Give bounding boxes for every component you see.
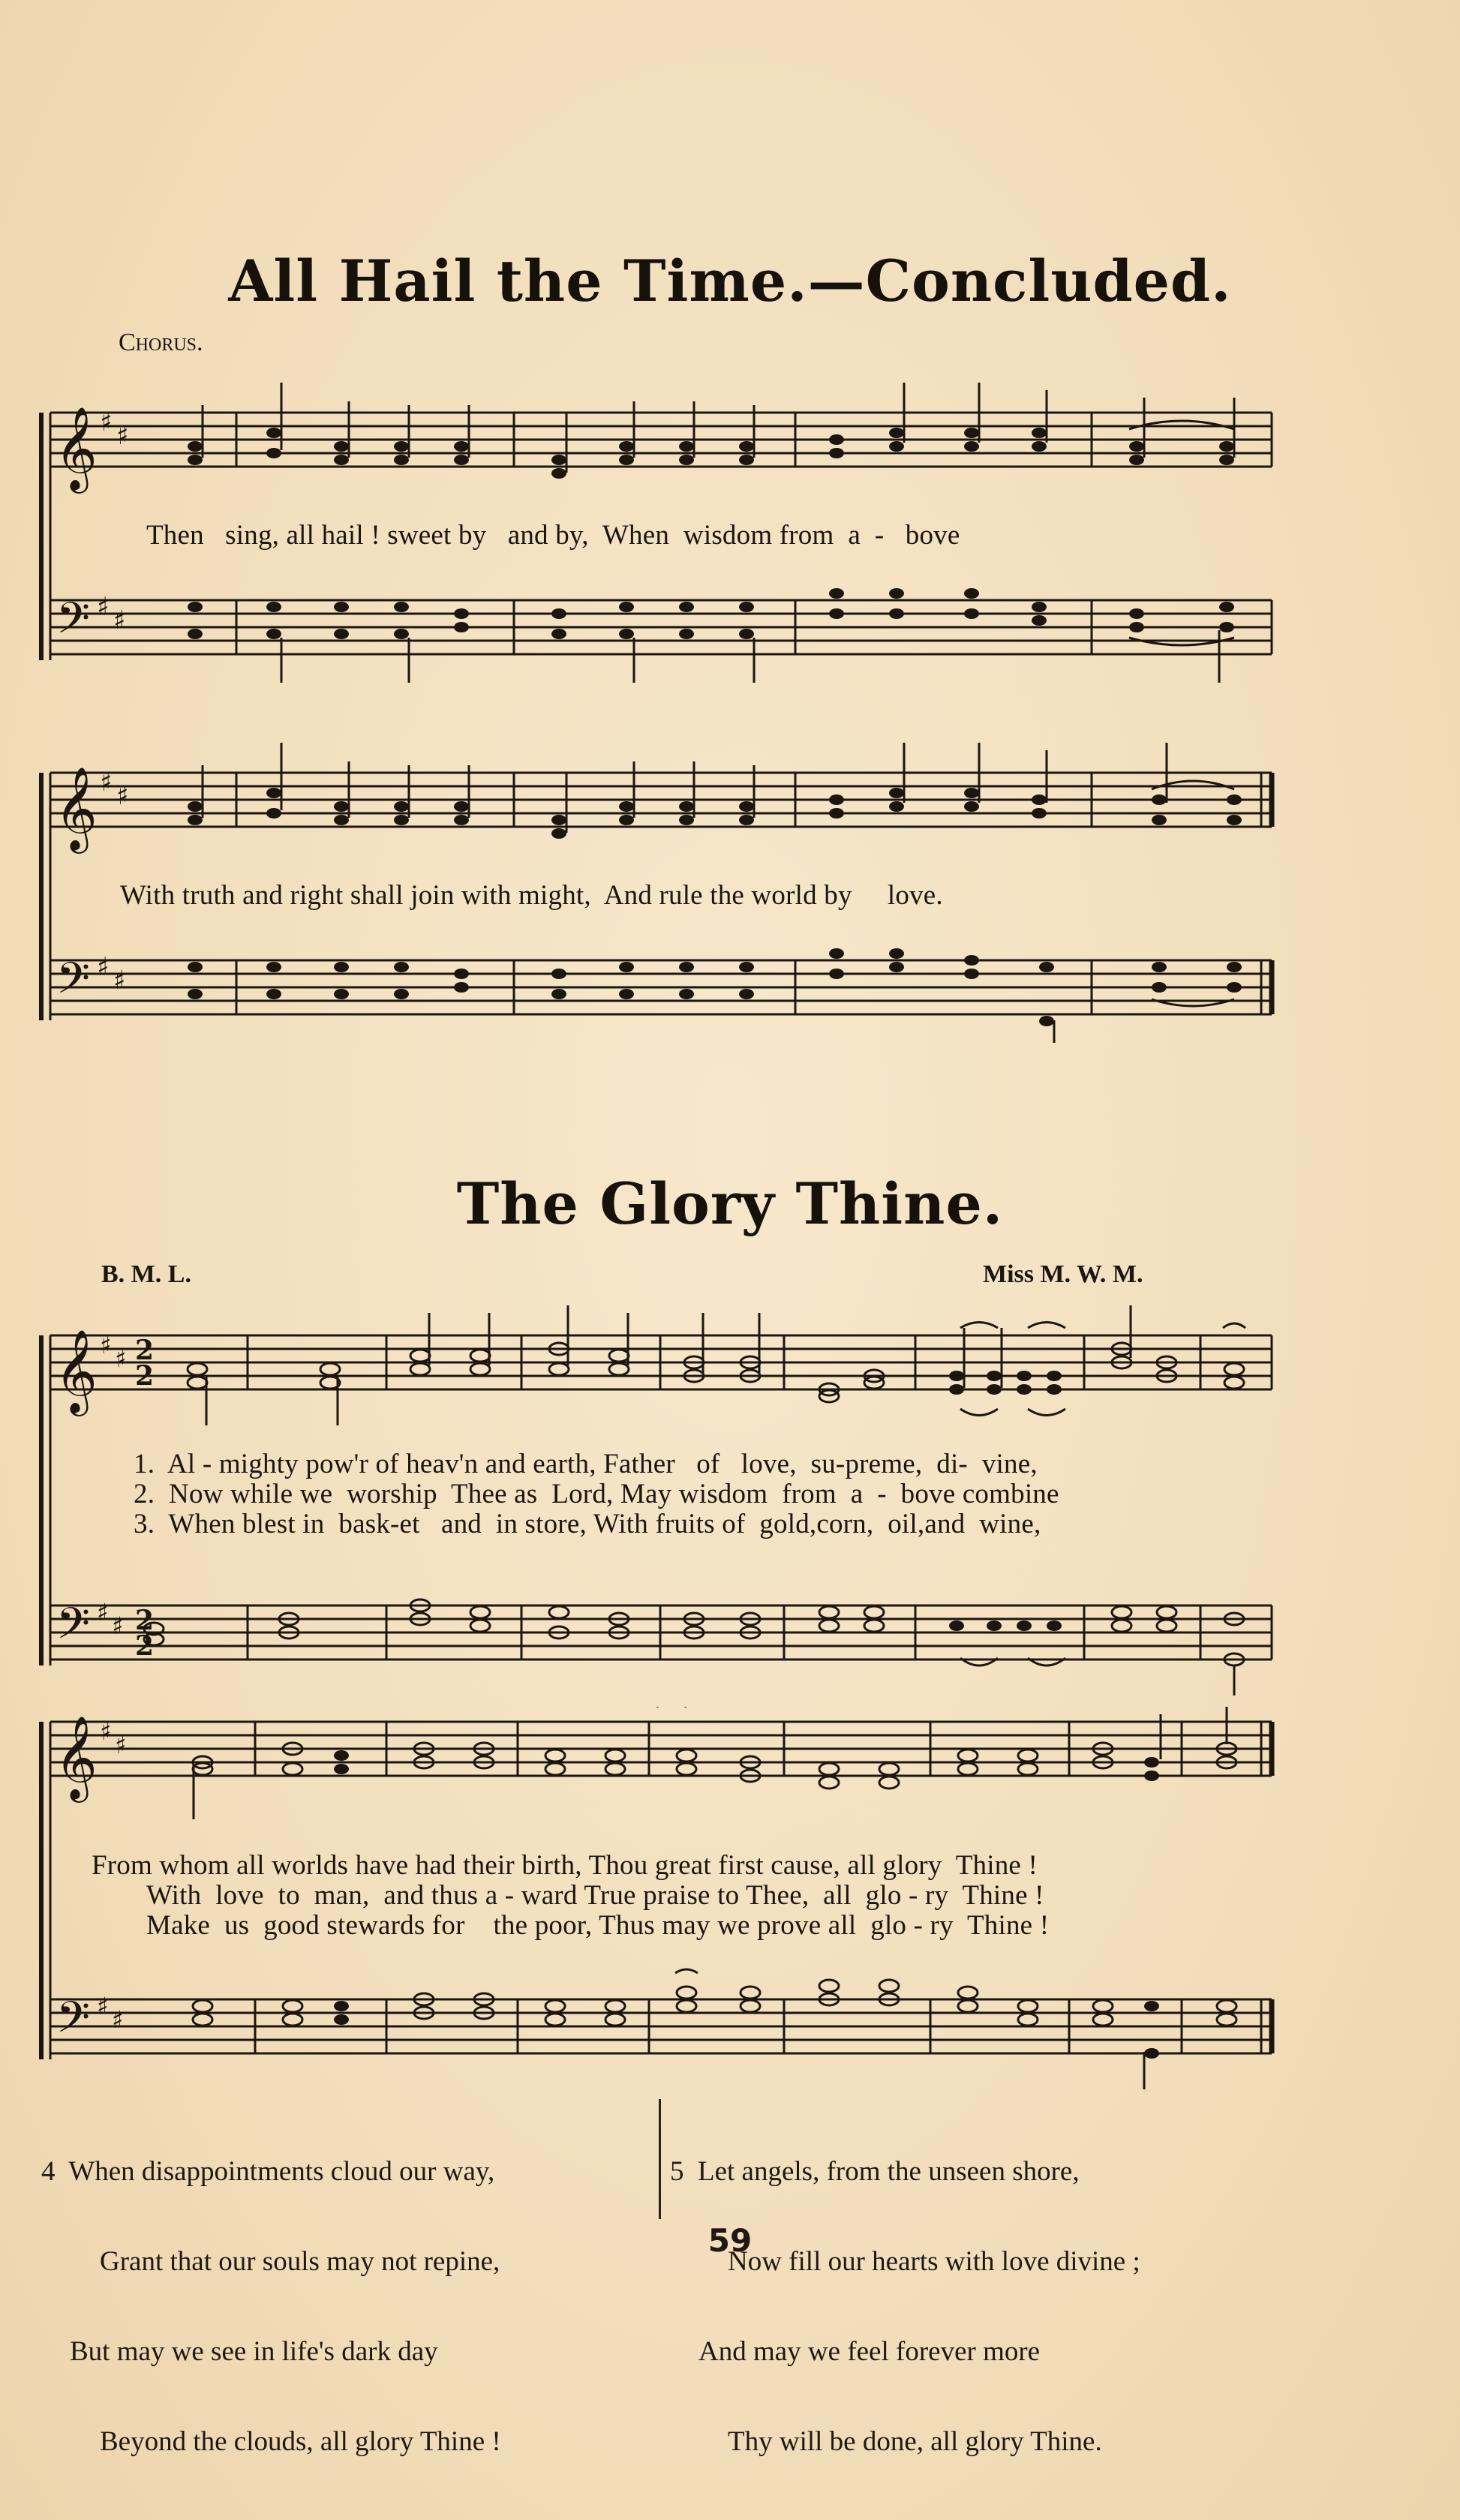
svg-text:𝄞: 𝄞: [55, 406, 98, 490]
svg-text:♯: ♯: [97, 1598, 109, 1626]
svg-text:♯: ♯: [97, 592, 110, 622]
svg-text:♯: ♯: [115, 1344, 127, 1373]
svg-text:𝄞: 𝄞: [55, 766, 98, 850]
svg-text:♯: ♯: [97, 952, 110, 982]
svg-text:𝄢: 𝄢: [56, 1598, 91, 1659]
svg-text:𝄢: 𝄢: [56, 593, 91, 654]
svg-text:2: 2: [135, 1335, 155, 1366]
svg-text:𝄢: 𝄢: [56, 1992, 91, 2053]
hymn2-verse2-part1: 2. Now while we worship Thee as Lord, May wisdom from a - bove combine: [134, 1479, 1059, 1509]
svg-text:♯: ♯: [100, 1717, 112, 1746]
stanza-4-line4: Beyond the clouds, all glory Thine !: [100, 2426, 501, 2457]
composer-credit: Miss M. W. M.: [983, 1260, 1143, 1288]
chorus-label: Chorus.: [119, 329, 203, 356]
stanza-divider: [659, 2099, 661, 2219]
svg-text:♯: ♯: [113, 966, 126, 996]
svg-text:♯: ♯: [100, 407, 113, 437]
svg-text:𝄞: 𝄞: [55, 1329, 98, 1413]
svg-text:♯: ♯: [116, 421, 129, 451]
hymn2-verse3-part2: Make us good stewards for the poor, Thus may we prove all glo - ry Thine !: [146, 1910, 1050, 1941]
hymn2-title: The Glory Thine.: [456, 1170, 1004, 1237]
lyricist-credit: B. M. L.: [101, 1260, 191, 1288]
stanza-5-line1: 5 Let angels, from the unseen shore,: [670, 2156, 1080, 2187]
stanza-4-line2: Grant that our souls may not repine,: [100, 2246, 500, 2277]
stanza-5-line4: Thy will be done, all glory Thine.: [728, 2426, 1102, 2457]
svg-text:♯: ♯: [113, 605, 126, 635]
svg-text:2: 2: [135, 1360, 155, 1392]
svg-text:𝄞: 𝄞: [55, 1715, 98, 1799]
svg-text:♯: ♯: [116, 781, 129, 811]
stanza-4-line3: But may we see in life's dark day: [70, 2336, 438, 2367]
hymn1-lyric-line1: Then sing, all hail ! sweet by and by, When wisdom from a - bove: [146, 520, 960, 551]
svg-text:♯: ♯: [100, 767, 113, 797]
hymn2-verse1-part2: From whom all worlds have had their birth, Thou great first cause, all glory Thine !: [92, 1850, 1038, 1881]
svg-text:𝄢: 𝄢: [56, 953, 91, 1014]
stanza-5-line2: Now fill our hearts with love divine ;: [728, 2246, 1140, 2277]
hymn2-verse2-part2: With love to man, and thus a - ward True praise to Thee, all glo - ry Thine !: [146, 1880, 1044, 1911]
svg-text:♯: ♯: [97, 1992, 109, 2020]
hymn2-verse3-part1: 3. When blest in bask-et and in store, With fruits of gold,corn, oil,and wine,: [134, 1509, 1041, 1539]
svg-text:2: 2: [135, 1630, 155, 1662]
svg-text:♯: ♯: [115, 1731, 127, 1759]
stanza-4-line1: 4 When disappointments cloud our way,: [41, 2156, 495, 2187]
stanza-5: [670, 2097, 1140, 2517]
svg-text:2: 2: [135, 1605, 155, 1636]
hymn2-verse1-part1: 1. Al - mighty pow'r of heav'n and earth, Father of love, su-preme, di- vine,: [134, 1449, 1038, 1479]
svg-text:♯: ♯: [112, 1611, 124, 1640]
hymn1-lyric-line2: With truth and right shall join with might, And rule the world by love.: [120, 880, 943, 911]
hymn1-title: All Hail the Time.—Concluded.: [228, 248, 1232, 314]
page-number: 59: [707, 2222, 753, 2259]
svg-text:♯: ♯: [100, 1331, 112, 1359]
stanza-4: [41, 2097, 501, 2517]
svg-text:♯: ♯: [112, 2005, 124, 2034]
stanza-5-line3: And may we feel forever more: [698, 2336, 1041, 2367]
